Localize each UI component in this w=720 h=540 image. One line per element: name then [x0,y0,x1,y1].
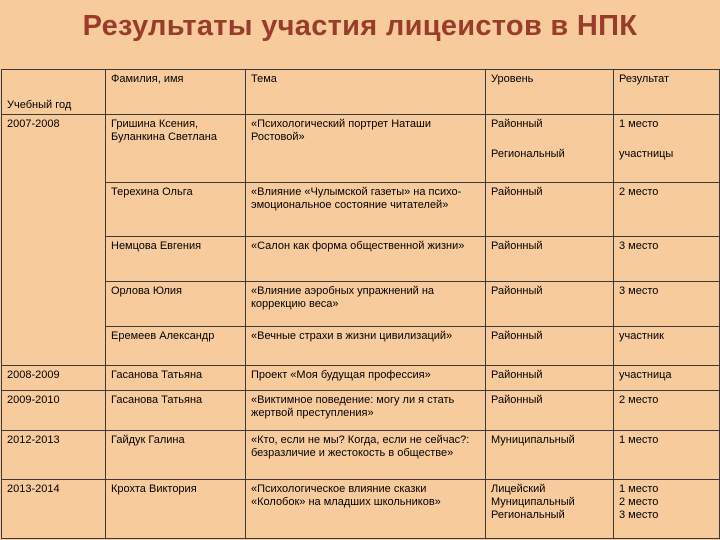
level-cell: Муниципальный [486,430,614,479]
result-line: 1 место [619,483,659,496]
level-line: Районный [491,118,543,131]
year-cell: 2007-2008 [2,115,106,366]
header-topic: Тема [246,70,486,115]
table-row [2,365,720,390]
level-cell: Районный [486,365,614,390]
table-row [2,391,720,431]
header-row [2,70,720,115]
result-cell [614,480,720,539]
result-cell: 3 место [614,281,720,326]
result-cell: 1 место [614,430,720,479]
topic-cell: Проект «Моя будущая профессия» [246,365,486,390]
header-year: Учебный год [2,70,106,115]
table-row [2,115,720,183]
name-cell: Терехина Ольга [106,183,246,237]
level-cell: Районный [486,236,614,281]
year-cell: 2009-2010 [2,391,106,431]
topic-cell: «Кто, если не мы? Когда, если не сейчас?: безразличие и жестокость в обществе» [246,430,486,479]
table-row [2,480,720,539]
name-cell: Еремеев Александр [106,327,246,366]
name-cell: Крохта Виктория [106,480,246,539]
result-cell: участник [614,327,720,366]
level-line: Муниципальный [491,496,575,509]
topic-cell: «Салон как форма общественной жизни» [246,236,486,281]
name-cell: Гришина Ксения, Буланкина Светлана [106,115,246,183]
name-cell: Гайдук Галина [106,430,246,479]
name-cell: Гасанова Татьяна [106,365,246,390]
result-cell: участница [614,365,720,390]
level-cell [486,115,614,183]
result-cell [614,115,720,183]
topic-cell: «Психологическое влияние сказки «Колобок» на младших школьников» [246,480,486,539]
header-result: Результат [614,70,720,115]
table-row [2,281,720,326]
result-line: 1 место [619,118,659,131]
topic-cell: «Влияние аэробных упражнений на коррекцию веса» [246,281,486,326]
table-row [2,327,720,366]
result-cell: 2 место [614,391,720,431]
result-line: участницы [619,148,674,161]
level-cell: Районный [486,327,614,366]
topic-cell: «Влияние «Чулымской газеты» на психо-эмоциональное состояние читателей» [246,183,486,237]
name-cell: Гасанова Татьяна [106,391,246,431]
result-cell: 3 место [614,236,720,281]
table-row [2,183,720,237]
level-cell: Районный [486,183,614,237]
name-cell: Немцова Евгения [106,236,246,281]
result-cell: 2 место [614,183,720,237]
page-title: Результаты участия лицеистов в НПК [82,10,638,42]
topic-cell: «Виктимное поведение: могу ли я стать жертвой преступления» [246,391,486,431]
header-level: Уровень [486,70,614,115]
table-row [2,236,720,281]
topic-cell: «Вечные страхи в жизни цивилизаций» [246,327,486,366]
name-cell: Орлова Юлия [106,281,246,326]
level-cell [486,480,614,539]
result-line: 2 место [619,496,659,509]
topic-cell: «Психологический портрет Наташи Ростовой» [246,115,486,183]
result-line: 3 место [619,509,659,522]
year-cell: 2012-2013 [2,430,106,479]
year-cell: 2008-2009 [2,365,106,390]
table-row [2,430,720,479]
header-name: Фамилия, имя [106,70,246,115]
level-cell: Районный [486,281,614,326]
level-line: Региональный [491,148,565,161]
year-cell: 2013-2014 [2,480,106,539]
level-line: Лицейский [491,483,546,496]
results-table [1,69,720,539]
level-cell: Районный [486,391,614,431]
level-line: Региональный [491,509,565,522]
